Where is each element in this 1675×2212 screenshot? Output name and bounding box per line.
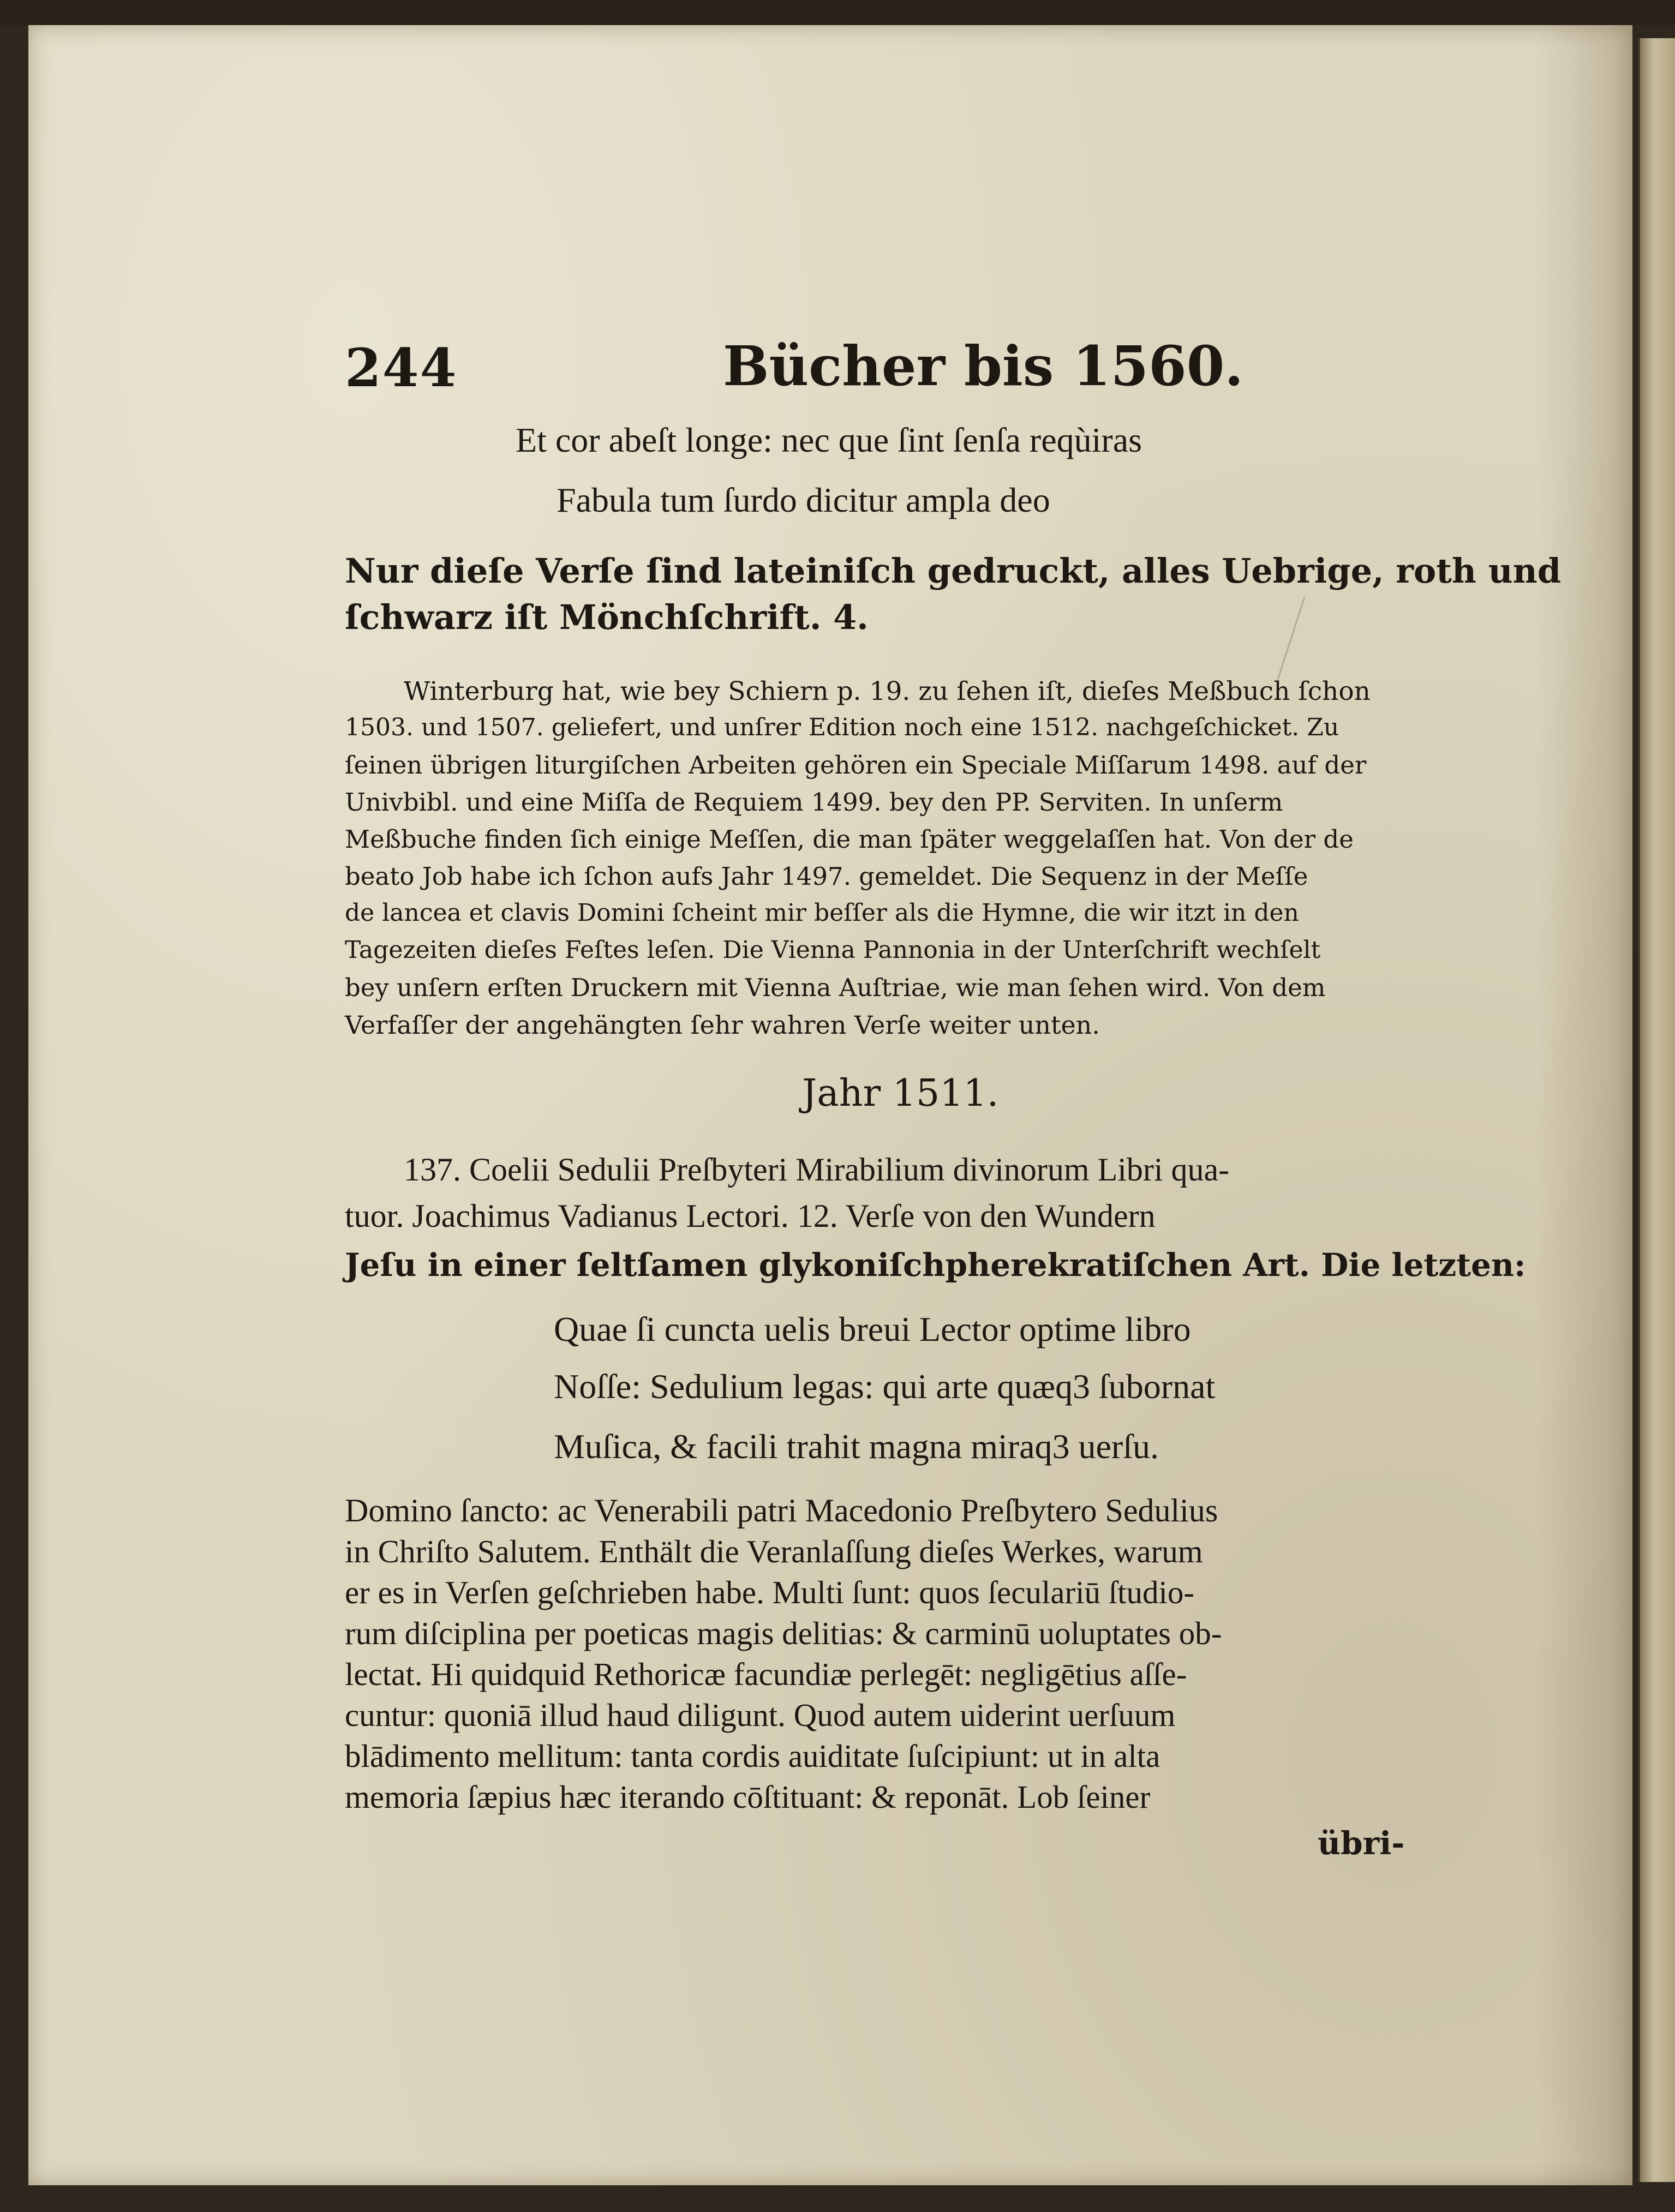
paragraph-line: 1503. und 1507. geliefert, und unſrer Edition noch eine 1512. nachgeſchicket. Zu <box>345 714 1339 741</box>
paragraph-line: Meßbuche finden ſich einige Meſſen, die man ſpäter weggelaſſen hat. Von der de <box>345 825 1354 854</box>
paragraph-line: ſeinen übrigen liturgiſchen Arbeiten gehören ein Speciale Miſſarum 1498. auf der <box>345 751 1367 780</box>
paragraph-line: er es in Verſen geſchrieben habe. Multi ſunt: quos ſeculariū ſtudio- <box>345 1574 1195 1610</box>
paragraph-line: cuntur: quoniā illud haud diligunt. Quod autem uiderint uerſuum <box>345 1697 1176 1733</box>
paragraph-line: Verfaſſer der angehängten ſehr wahren Verſe weiter unten. <box>345 1010 1100 1040</box>
paragraph-line: memoria ſæpius hæc iterando cōſtituant: & reponāt. Lob ſeiner <box>345 1779 1151 1815</box>
paragraph-line: Winterburg hat, wie bey Schiern p. 19. zu ſehen iſt, dieſes Meßbuch ſchon <box>404 676 1371 706</box>
verse-line: Fabula tum ſurdo dicitur ampla deo <box>557 481 1050 519</box>
verse-line: Noſſe: Sedulium legas: qui arte quæq3 ſubornat <box>554 1367 1216 1406</box>
paragraph-line: Tagezeiten dieſes Feſtes leſen. Die Vienna Pannonia in der Unterſchrift wechſelt <box>345 936 1321 964</box>
page-number: 244 <box>345 337 458 399</box>
verse-line: Muſica, & facili trahit magna miraq3 uerſu. <box>554 1427 1159 1466</box>
paragraph-line: de lancea et clavis Domini ſcheint mir beſſer als die Hymne, die wir itzt in den <box>345 899 1299 927</box>
paragraph-line: Univbibl. und eine Miſſa de Requiem 1499. bey den PP. Serviten. In unſerm <box>345 788 1283 817</box>
paragraph-line: beato Job habe ich ſchon aufs Jahr 1497. gemeldet. Die Sequenz in der Meſſe <box>345 862 1308 891</box>
paragraph-line: rum diſciplina per poeticas magis delitias: & carminū uoluptates ob- <box>345 1615 1222 1651</box>
verse-line: Quae ſi cuncta uelis breui Lector optime libro <box>554 1310 1191 1348</box>
paragraph-line: blādimento mellitum: tanta cordis auiditate ſuſcipiunt: ut in alta <box>345 1738 1160 1774</box>
verse-line: Et cor abeſt longe: nec que ſint ſenſa reqùiras <box>516 421 1142 459</box>
running-title: Bücher bis 1560. <box>723 334 1244 398</box>
year-heading: Jahr 1511. <box>802 1072 999 1115</box>
catchword: übri- <box>1318 1825 1405 1862</box>
paragraph-line: Domino ſancto: ac Venerabili patri Macedonio Preſbytero Sedulius <box>345 1492 1218 1528</box>
adjacent-page-edge <box>1638 38 1675 2182</box>
paragraph-line: lectat. Hi quidquid Rethoricæ facundiæ perlegēt: negligētius aſſe- <box>345 1656 1187 1692</box>
entry-line: 137. Coelii Sedulii Preſbyteri Mirabilium divinorum Libri qua- <box>404 1152 1230 1188</box>
paragraph-line: bey unſern erſten Druckern mit Vienna Auſtriae, wie man ſehen wird. Von dem <box>345 973 1326 1002</box>
note-line: Nur dieſe Verſe ſind lateiniſch gedruckt, alles Uebrige, roth und <box>345 551 1562 591</box>
scan-border <box>0 0 1675 25</box>
entry-line: Jeſu in einer ſeltſamen glykoniſchpherekratiſchen Art. Die letzten: <box>345 1246 1526 1284</box>
paragraph-line: in Chriſto Salutem. Enthält die Veranlaſſung dieſes Werkes, warum <box>345 1533 1203 1569</box>
entry-line: tuor. Joachimus Vadianus Lectori. 12. Verſe von den Wundern <box>345 1198 1156 1234</box>
note-line: ſchwarz iſt Mönchſchrift. 4. <box>345 597 869 637</box>
